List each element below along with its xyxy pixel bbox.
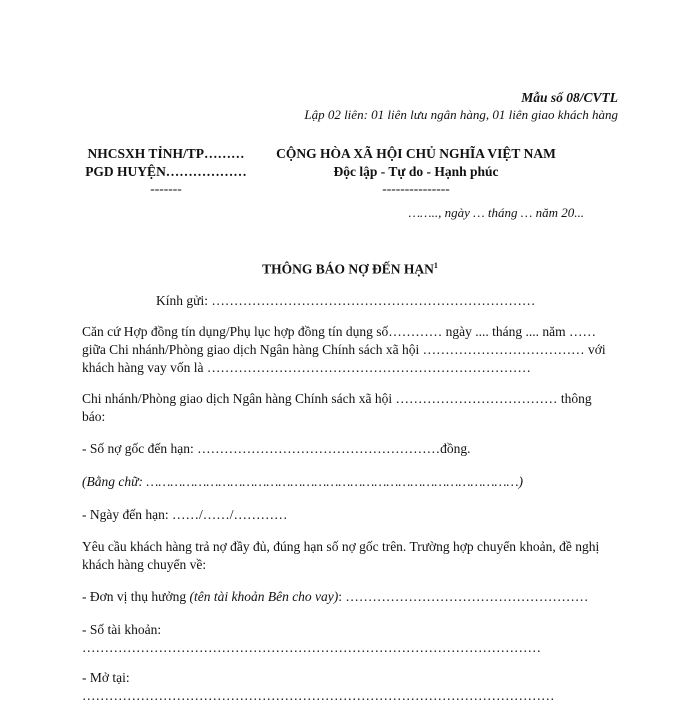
opened-at-label: - Mở tại: — [82, 670, 130, 685]
notify-line-2: báo: — [82, 409, 106, 424]
transaction-office-line: PGD HUYỆN……………… — [85, 164, 247, 179]
beneficiary-fill: : ……………………………………………… — [338, 589, 589, 604]
due-date-line: - Ngày đến hạn: ……/……/………… — [82, 507, 288, 522]
principal-due-line: - Số nợ gốc đến hạn: ………………………………………………đồng. — [82, 441, 471, 456]
request-line-1: Yêu cầu khách hàng trả nợ đầy đủ, đúng hạn số nợ gốc trên. Trường hợp chuyển khoản, đề nghị — [82, 539, 600, 554]
beneficiary-line — [82, 589, 588, 605]
notify-line-1: Chi nhánh/Phòng giao dịch Ngân hàng Chính sách xã hội ……………………………… thông — [82, 391, 592, 406]
basis-line-2: giữa Chi nhánh/Phòng giao dịch Ngân hàng Chính sách xã hội ……………………………… với — [82, 342, 606, 357]
bank-divider: ------- — [150, 181, 182, 196]
form-number: Mẫu số 08/CVTL — [521, 90, 618, 105]
copies-note: Lập 02 liên: 01 liên lưu ngân hàng, 01 liên giao khách hàng — [304, 107, 618, 122]
beneficiary-label: - Đơn vị thụ hưởng — [82, 589, 190, 604]
beneficiary-hint: (tên tài khoản Bên cho vay) — [189, 589, 339, 604]
title-text: THÔNG BÁO NỢ ĐẾN HẠN — [262, 261, 434, 277]
basis-line-3: khách hàng vay vốn là ……………………………………………………………… — [82, 360, 531, 375]
motto-divider: --------------- — [382, 181, 450, 196]
bank-branch-line: NHCSXH TỈNH/TP……… — [87, 146, 245, 161]
amount-in-words-line: (Bằng chữ: …………………………………………………………………………………) — [82, 474, 523, 489]
recipient-line: Kính gửi: ……………………………………………………………… — [156, 293, 536, 308]
national-motto: Độc lập - Tự do - Hạnh phúc — [333, 164, 499, 179]
country-name: CỘNG HÒA XÃ HỘI CHỦ NGHĨA VIỆT NAM — [276, 146, 556, 161]
date-line: …….., ngày … tháng … năm 20... — [408, 205, 584, 220]
request-line-2: khách hàng chuyển về: — [82, 557, 207, 572]
document-title — [0, 261, 700, 278]
account-number-label: - Số tài khoản: — [82, 622, 162, 637]
account-number-fill: ………………………………………………………………………………………… — [82, 640, 541, 655]
basis-line-1: Căn cứ Hợp đồng tín dụng/Phụ lục hợp đồng tín dụng số………… ngày .... tháng .... năm …… — [82, 324, 596, 339]
title-footnote: 1 — [433, 261, 438, 270]
opened-at-fill: …………………………………………………………………………………………… — [82, 688, 555, 703]
